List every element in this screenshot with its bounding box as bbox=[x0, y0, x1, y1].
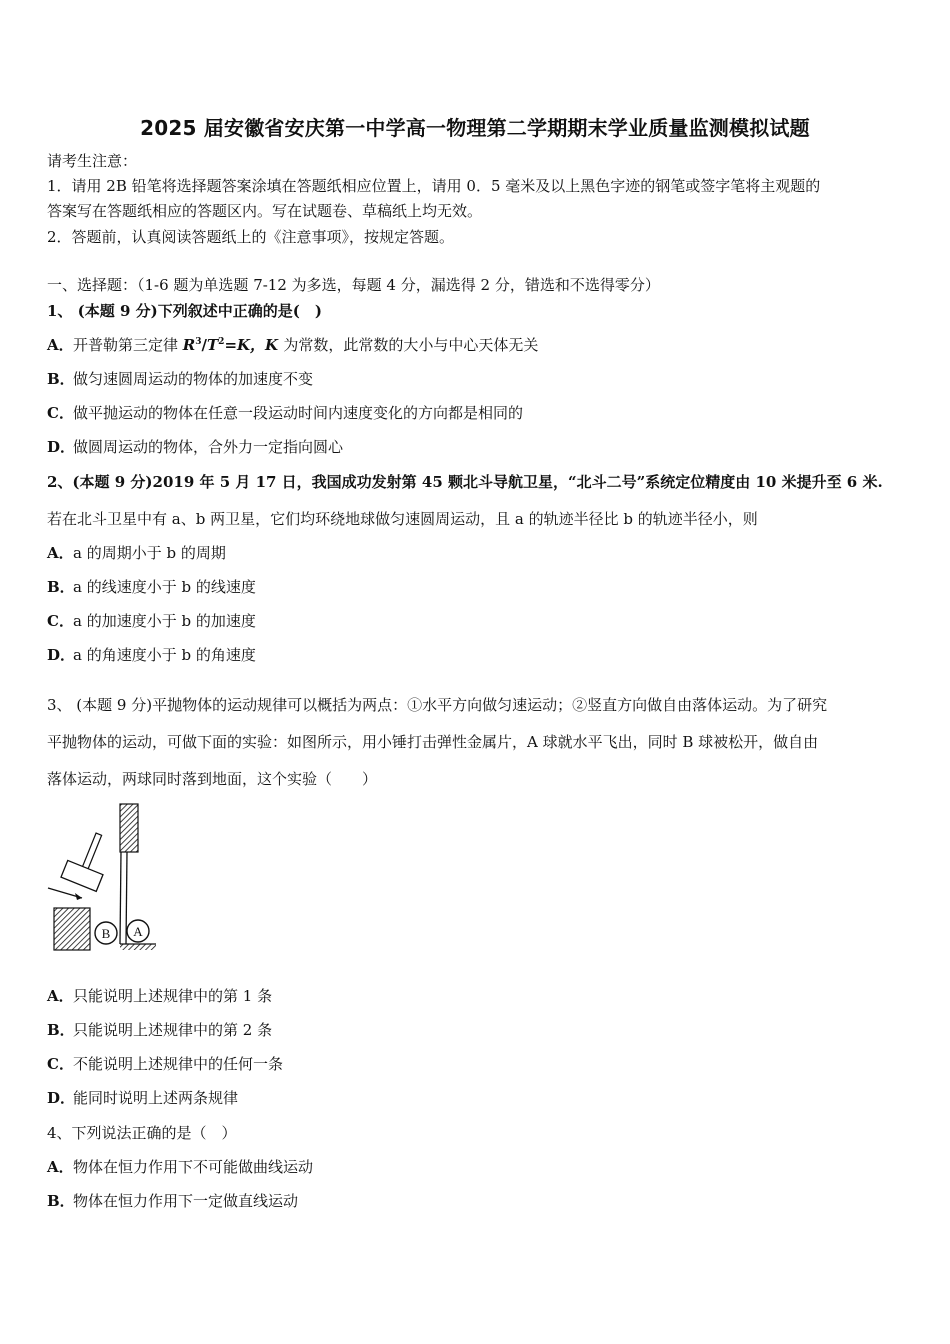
question-4-stem: 4、下列说法正确的是（ ） bbox=[47, 1124, 237, 1142]
question-2-line-1: 2、(本题 9 分)2019 年 5 月 17 日，我国成功发射第 45 颗北斗导航卫星，“北斗二号”系统定位精度由 10 米提升至 6 米. bbox=[47, 473, 883, 491]
question-3-line-3: 落体运动，两球同时落到地面，这个实验（ ） bbox=[47, 770, 378, 788]
option-letter: A． bbox=[47, 336, 74, 354]
question-4-option-b: B．物体在恒力作用下一定做直线运动 bbox=[47, 1192, 299, 1210]
question-3-line-1: 3、 (本题 9 分)平抛物体的运动规律可以概括为两点：①水平方向做匀速运动；②竖直方向做自由落体运动。为了研究 bbox=[47, 696, 828, 714]
question-2-option-d: D．a 的角速度小于 b 的角速度 bbox=[47, 646, 256, 664]
question-2-line-2: 若在北斗卫星中有 a、b 两卫星，它们均环绕地球做匀速圆周运动，且 a 的轨迹半径比 b 的轨迹半径小，则 bbox=[47, 510, 758, 528]
question-1-option-c: C．做平抛运动的物体在任意一段运动时间内速度变化的方向都是相同的 bbox=[47, 404, 524, 422]
post-top-block bbox=[120, 804, 138, 852]
question-1-stem: 1、 (本题 9 分)下列叙述中正确的是( ) bbox=[47, 302, 322, 320]
notice-item-1-line-2: 答案写在答题纸相应的答题区内。写在试题卷、草稿纸上均无效。 bbox=[47, 202, 483, 220]
question-3-option-c: C．不能说明上述规律中的任何一条 bbox=[47, 1055, 284, 1073]
notice-item-2: 2．答题前，认真阅读答题纸上的《注意事项》，按规定答题。 bbox=[47, 228, 455, 246]
notice-item-1-line-1: 1．请用 2B 铅笔将选择题答案涂填在答题纸相应位置上，请用 0．5 毫米及以上黑色字迹的钢笔或签字笔将主观题的 bbox=[47, 177, 821, 195]
svg-text:A: A bbox=[133, 924, 143, 939]
question-3-line-2: 平抛物体的运动，可做下面的实验：如图所示，用小锤打击弹性金属片，A 球就水平飞出，同时 B 球被松开，做自由 bbox=[47, 733, 819, 751]
elastic-sheet-left bbox=[120, 852, 121, 944]
question-1-option-a: A．开普勒第三定律 $R^3/T^2=K$，K 为常数，此常数的大小与中心天体无关 bbox=[47, 336, 539, 354]
question-2-option-c: C．a 的加速度小于 b 的加速度 bbox=[47, 612, 256, 630]
question-3-option-b: B．只能说明上述规律中的第 2 条 bbox=[47, 1021, 273, 1039]
experiment-diagram bbox=[44, 802, 164, 958]
question-1-option-b: B．做匀速圆周运动的物体的加速度不变 bbox=[47, 370, 314, 388]
svg-text:B: B bbox=[101, 926, 111, 941]
page-title: 2025 届安徽省安庆第一中学高一物理第二学期期末学业质量监测模拟试题 bbox=[140, 116, 810, 140]
question-2-option-b: B．a 的线速度小于 b 的线速度 bbox=[47, 578, 256, 596]
question-3-option-a: A．只能说明上述规律中的第 1 条 bbox=[47, 987, 273, 1005]
section-heading: 一、选择题：（1-6 题为单选题 7-12 为多选，每题 4 分，漏选得 2 分，错选和不选得零分） bbox=[47, 276, 660, 294]
question-3-option-d: D．能同时说明上述两条规律 bbox=[47, 1089, 239, 1107]
question-4-option-a: A．物体在恒力作用下不可能做曲线运动 bbox=[47, 1158, 314, 1176]
question-2-option-a: A．a 的周期小于 b 的周期 bbox=[47, 544, 226, 562]
base-block bbox=[54, 908, 90, 950]
hammer-icon bbox=[61, 827, 116, 891]
notice-heading: 请考生注意： bbox=[47, 152, 138, 170]
question-1-option-d: D．做圆周运动的物体，合外力一定指向圆心 bbox=[47, 438, 344, 456]
